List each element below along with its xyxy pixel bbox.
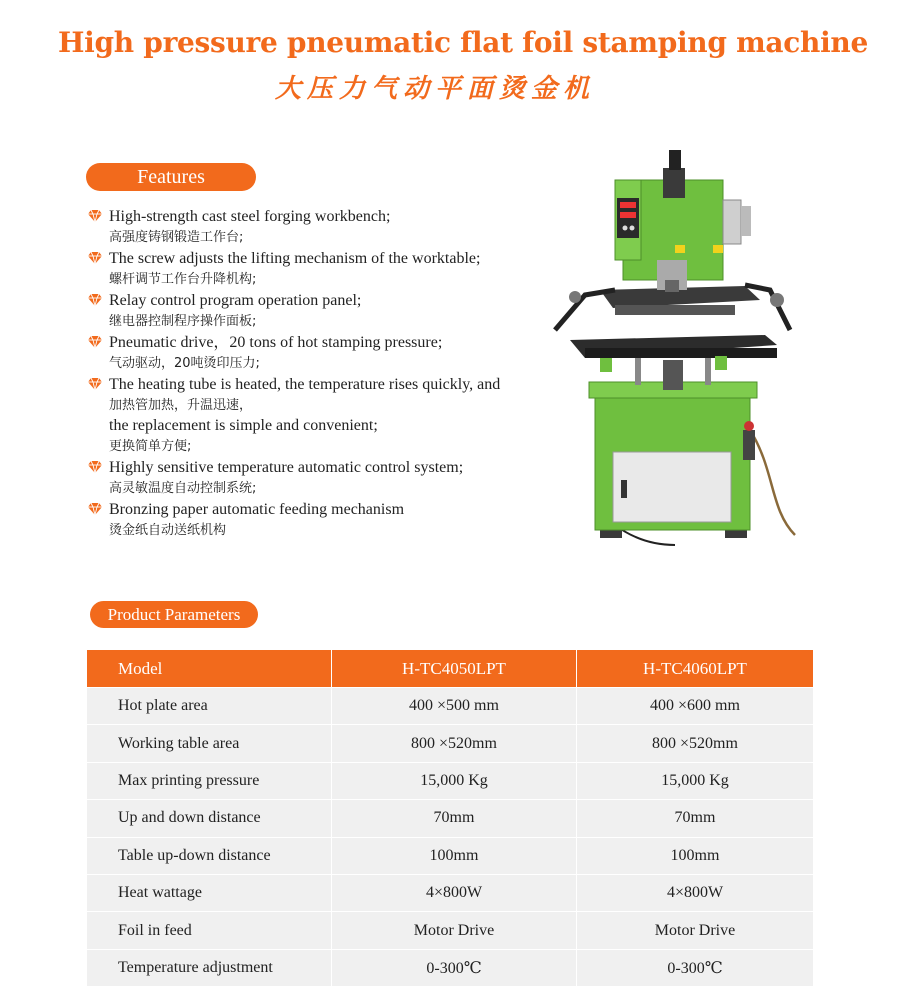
diamond-gem-icon [88,251,102,265]
parameter-value-cell: 70mm [577,800,814,837]
feature-text: Bronzing paper automatic feeding mechanism [109,501,405,518]
parameter-value-cell: 70mm [332,800,577,837]
column-header-model-a: H-TC4050LPT [332,650,577,688]
diamond-gem-icon [88,209,102,223]
parameter-name-cell: Temperature adjustment [87,949,332,986]
parameter-value-cell: 400 ×500 mm [332,688,577,725]
table-row [87,688,813,725]
parameter-value-cell: Motor Drive [577,912,814,949]
feature-text: The screw adjusts the lifting mechanism of the worktable; [109,250,481,267]
feature-item [88,207,558,248]
feature-text: Highly sensitive temperature automatic control system; [109,459,464,476]
feature-item [88,291,558,332]
feature-text-chinese: 高灵敏温度自动控制系统; [109,481,257,496]
feature-item [88,375,558,457]
page-title: High pressure pneumatic flat foil stamping machine [58,26,868,59]
column-header-model-b: H-TC4060LPT [577,650,814,688]
feature-text: Pneumatic drive，20 tons of hot stamping pressure; [109,334,443,351]
diamond-gem-icon [88,460,102,474]
table-row [87,837,813,874]
features-heading: Features [86,163,256,191]
feature-text-chinese: 加热管加热，升温迅速， [109,398,253,413]
parameter-value-cell: 100mm [332,837,577,874]
parameter-value-cell: Motor Drive [332,912,577,949]
parameter-value-cell: 100mm [577,837,814,874]
feature-text: The heating tube is heated, the temperature rises quickly, and [109,376,501,393]
feature-text-chinese: 气动驱动，20吨烫印压力; [109,356,260,371]
table-row [87,874,813,911]
params-heading: Product Parameters [90,601,258,628]
feature-text-chinese: 烫金纸自动送纸机构 [109,523,227,538]
parameter-name-cell: Table up-down distance [87,837,332,874]
table-header-row [87,650,813,688]
parameter-value-cell: 15,000 Kg [577,762,814,799]
feature-text: Relay control program operation panel; [109,292,362,309]
diamond-gem-icon [88,377,102,391]
parameter-value-cell: 4×800W [332,874,577,911]
table-row [87,725,813,762]
feature-text: High-strength cast steel forging workbench; [109,208,391,225]
feature-text-chinese: 继电器控制程序操作面板; [109,314,257,329]
column-header-model: Model [87,650,332,688]
parameter-value-cell: 15,000 Kg [332,762,577,799]
parameter-value-cell: 0-300℃ [577,949,814,986]
parameter-name-cell: Heat wattage [87,874,332,911]
product-parameters-table [87,650,813,986]
parameter-name-cell: Working table area [87,725,332,762]
parameter-value-cell: 0-300℃ [332,949,577,986]
feature-item [88,333,558,374]
feature-text: the replacement is simple and convenient; [109,417,378,434]
page-title-chinese: 大压力气动平面烫金机 [274,74,595,104]
feature-item [88,458,558,499]
parameter-name-cell: Max printing pressure [87,762,332,799]
feature-item [88,249,558,290]
feature-text-chinese: 更换简单方便; [109,439,192,454]
stamping-machine-image [545,150,800,550]
diamond-gem-icon [88,293,102,307]
parameter-value-cell: 400 ×600 mm [577,688,814,725]
parameter-name-cell: Foil in feed [87,912,332,949]
diamond-gem-icon [88,502,102,516]
feature-text-chinese: 高强度铸钢锻造工作台; [109,230,244,245]
parameter-value-cell: 800 ×520mm [332,725,577,762]
feature-text-chinese: 螺杆调节工作台升降机构; [109,272,257,287]
table-row [87,912,813,949]
feature-item [88,500,558,541]
features-list [88,207,558,542]
parameter-value-cell: 800 ×520mm [577,725,814,762]
table-row [87,800,813,837]
table-row [87,949,813,986]
parameter-name-cell: Hot plate area [87,688,332,725]
parameter-value-cell: 4×800W [577,874,814,911]
table-row [87,762,813,799]
diamond-gem-icon [88,335,102,349]
parameter-name-cell: Up and down distance [87,800,332,837]
